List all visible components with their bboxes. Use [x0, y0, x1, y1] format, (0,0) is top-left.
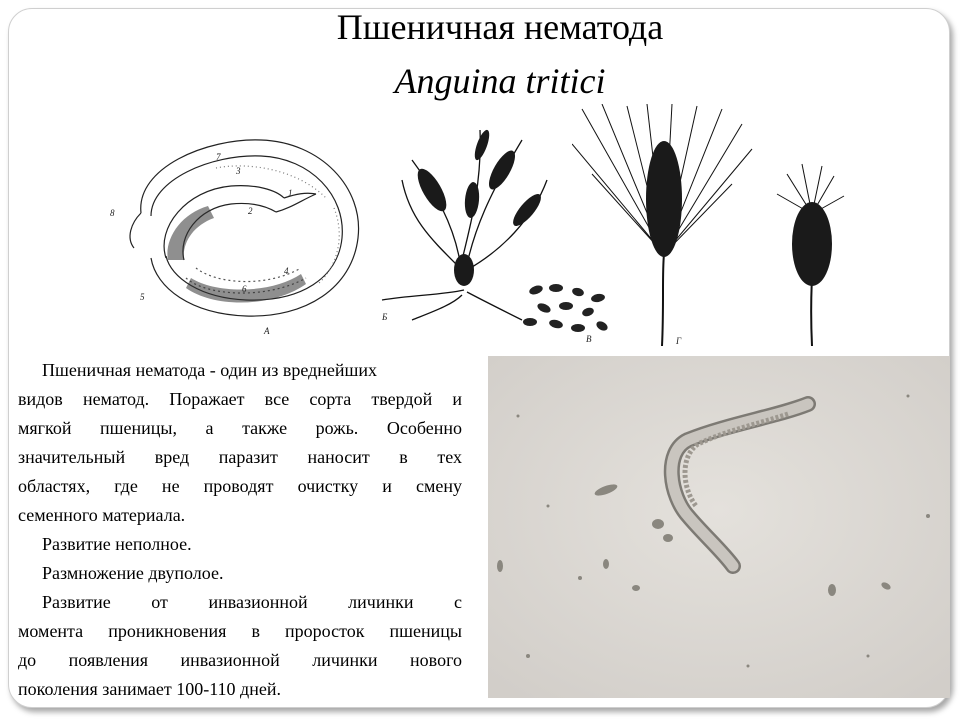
- nematode-label-2: 2: [248, 206, 253, 216]
- paragraph-1-line-2: видов нематод. Поражает все сорта твердой и: [18, 389, 462, 409]
- reproduction-type: Размножение двуполое.: [42, 563, 224, 583]
- nematode-label-5: 5: [140, 292, 145, 302]
- paragraph-1-line-4: значительный вред паразит наносит в тех: [18, 447, 462, 467]
- paragraph-4-line-3: до появления инвазионной личинки нового: [18, 650, 462, 670]
- slide-subtitle-latin-name: Anguina tritici: [394, 61, 606, 101]
- paragraph-4-line-4: поколения занимает 100-110 дней.: [18, 679, 281, 699]
- paragraph-4-line-1: Развитие от инвазионной личинки с: [42, 592, 462, 612]
- nematode-label-4: 4: [284, 266, 289, 276]
- panel-letter-v: В: [586, 334, 592, 344]
- paragraph-1-line-6: семенного материала.: [18, 505, 186, 525]
- nematode-label-6: 6: [242, 284, 247, 294]
- nematode-label-7: 7: [216, 152, 221, 162]
- nematode-label-3: 3: [236, 166, 241, 176]
- panel-letter-a: А: [264, 326, 270, 336]
- paragraph-1-line-3: мягкой пшеницы, а также рожь. Особенно: [18, 418, 462, 438]
- microscope-photo: [488, 356, 950, 698]
- description-text: [18, 356, 462, 704]
- nematode-label-1: 1: [288, 188, 293, 198]
- paragraph-4-line-2: момента проникновения в проросток пшеницы: [18, 621, 462, 641]
- slide-title: Пшеничная нематода: [336, 7, 664, 47]
- life-cycle-paragraph: [18, 588, 462, 704]
- paragraph-1-line-1: Пшеничная нематода - один из вреднейших: [42, 360, 378, 380]
- nematode-label-8: 8: [110, 208, 115, 218]
- paragraph-1-line-5: областях, где не проводят очистку и смену: [18, 476, 462, 496]
- nematode-anatomy-drawing: [96, 128, 386, 340]
- development-type: Развитие неполное.: [42, 534, 192, 554]
- description-paragraph: [18, 356, 462, 530]
- panel-letter-g: Г: [676, 336, 682, 346]
- wheat-ears-drawing: [572, 104, 872, 346]
- panel-letter-b: Б: [382, 312, 388, 322]
